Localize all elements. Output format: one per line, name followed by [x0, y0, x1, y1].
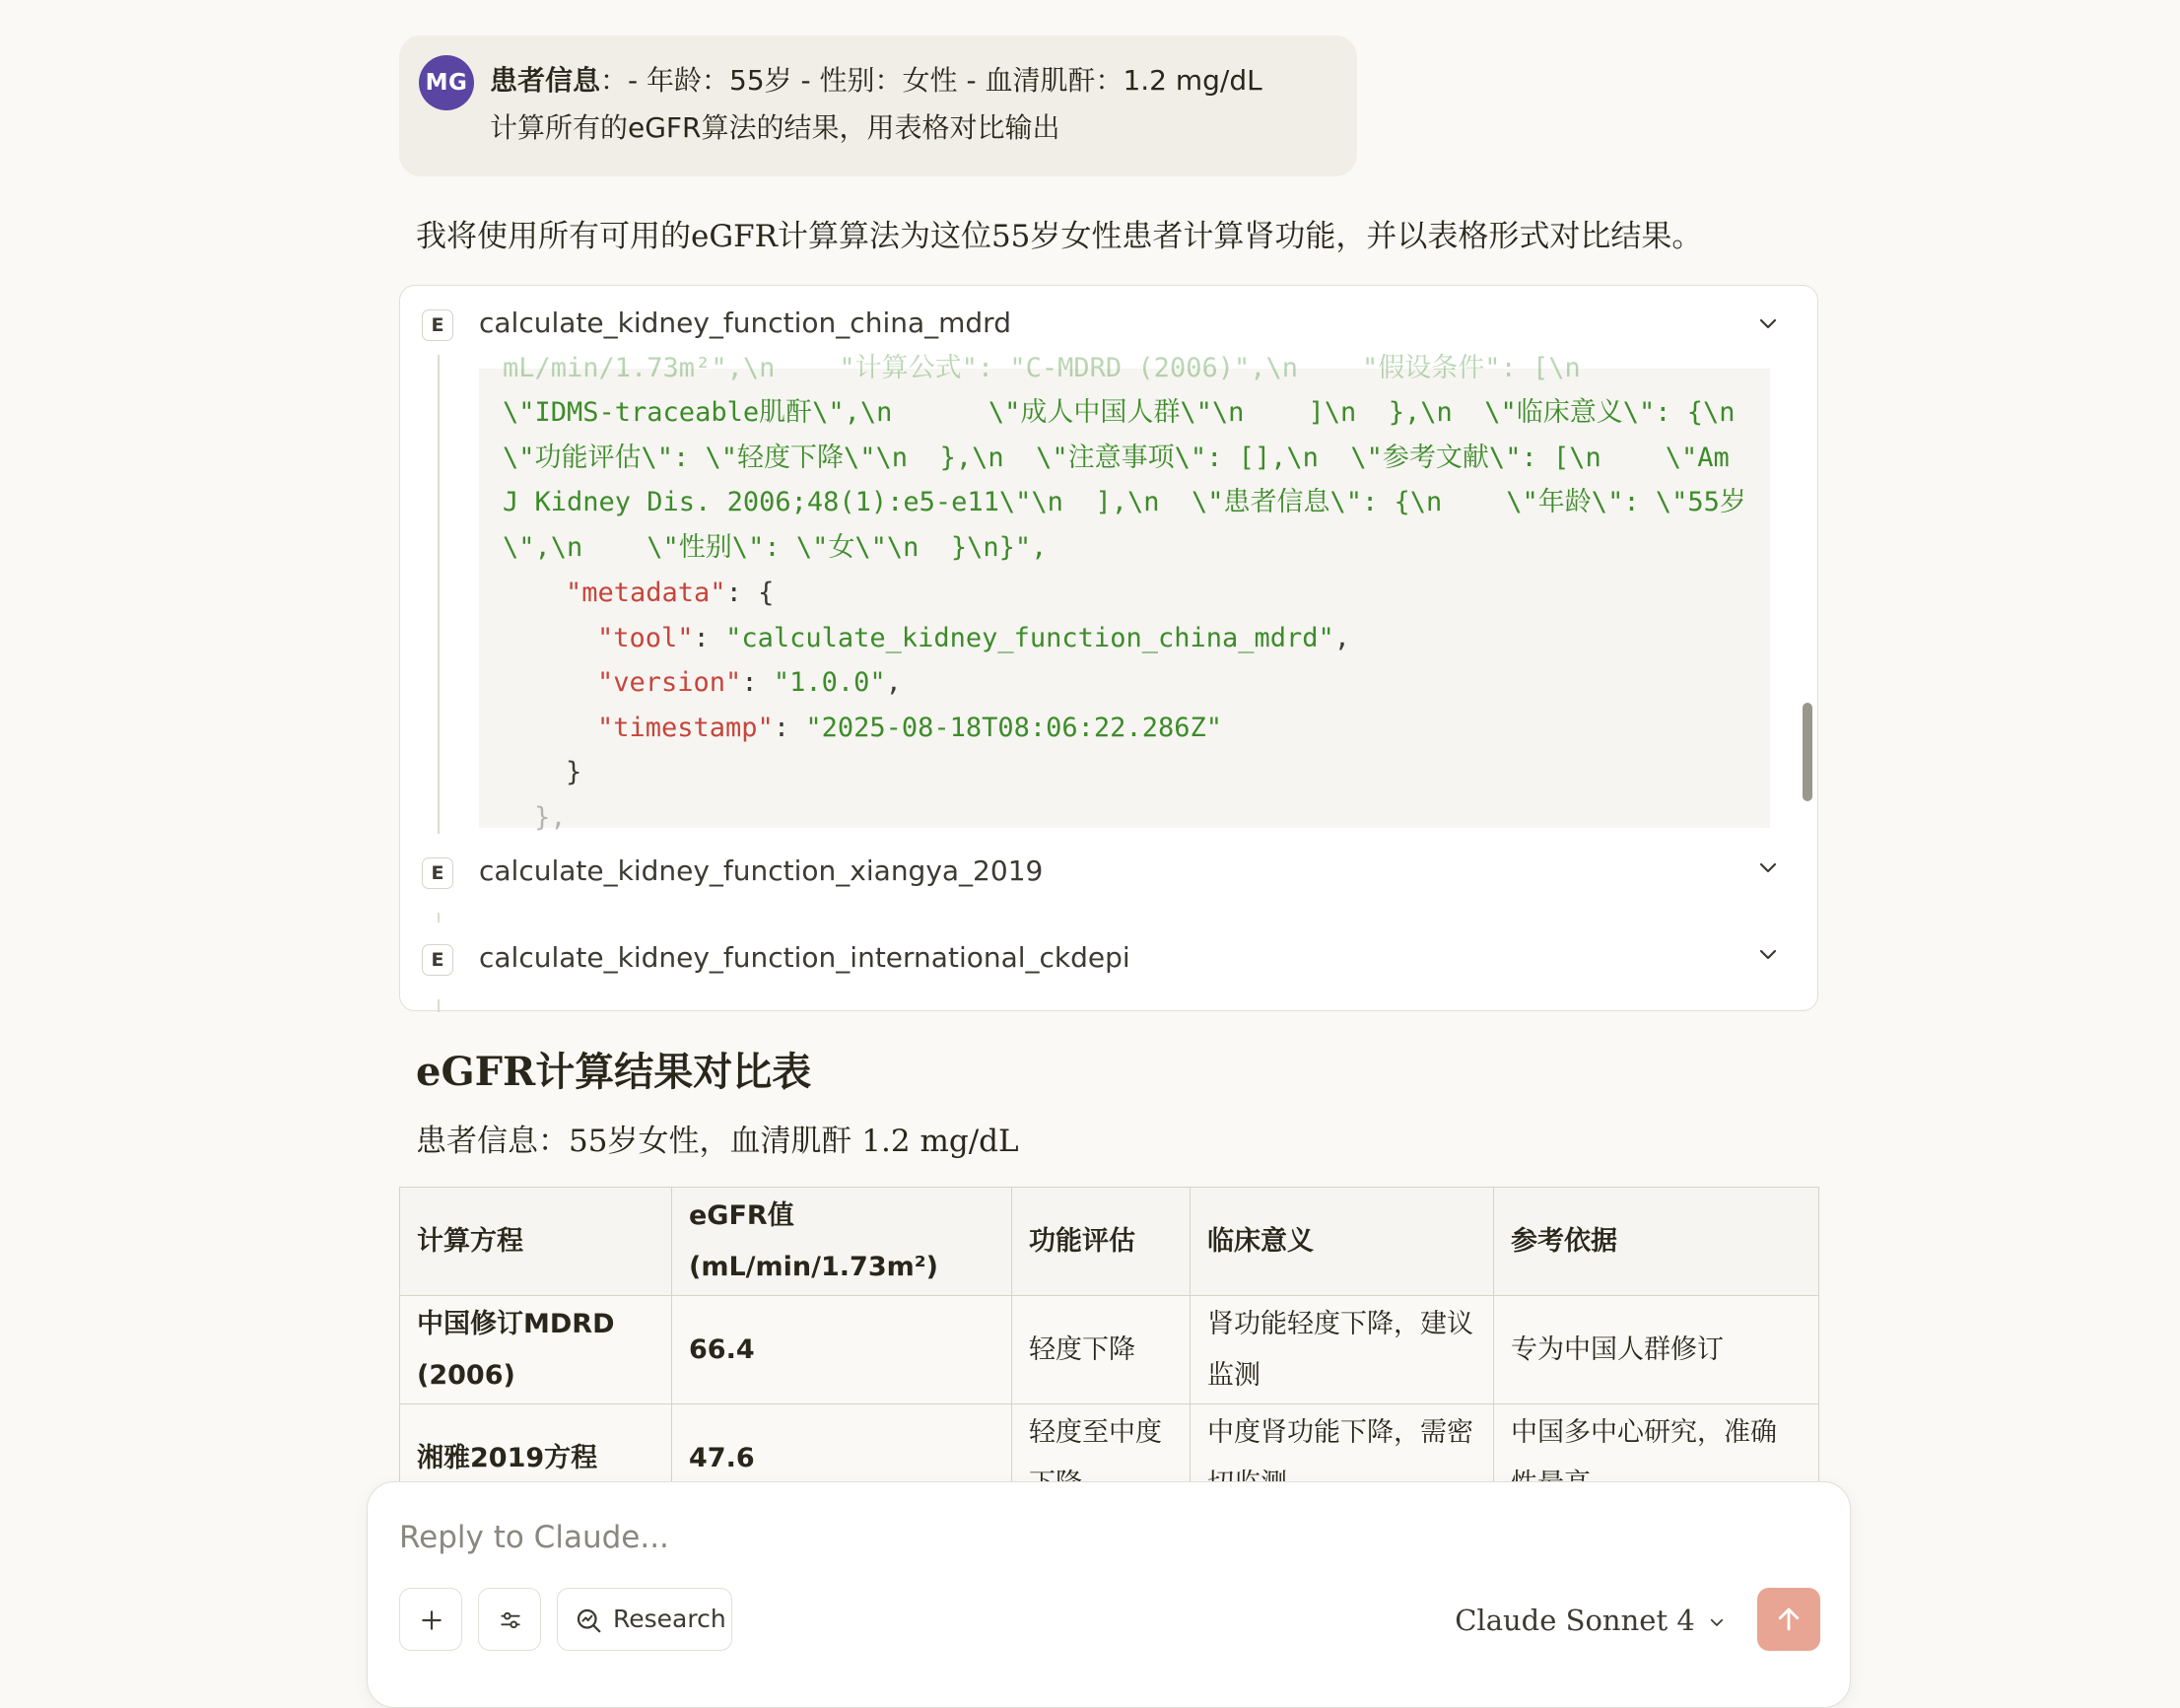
table-header-cell: 计算方程 [400, 1188, 672, 1296]
table-cell: 中国修订MDRD (2006) [400, 1296, 672, 1404]
code-line: "version": "1.0.0", [597, 667, 902, 698]
code-line: }, [534, 802, 567, 833]
tool-calls-panel [399, 285, 1818, 1011]
table-row [400, 1296, 1819, 1404]
tool-call-header-xiangya-2019[interactable] [400, 834, 1817, 905]
table-cell: 47.6 [672, 1404, 1012, 1513]
user-message-rest: ：- 年龄：55岁 - 性别：女性 - 血清肌酐：1.2 mg/dL [600, 64, 1262, 97]
code-line: \",\n \"性别\": \"女\"\n }\n}", [503, 532, 1048, 563]
tool-name: calculate_kidney_function_china_mdrd [479, 307, 1011, 339]
tool-timeline-line [438, 355, 440, 900]
tool-badge: E [422, 309, 453, 341]
egfr-comparison-table [399, 1187, 1819, 1513]
user-message-line-1 [490, 61, 1262, 101]
code-line: mL/min/1.73m²",\n "计算公式": "C-MDRD (2006)",\n "假设条件": [\n [503, 353, 1581, 383]
table-header-cell: 参考依据 [1494, 1188, 1819, 1296]
table-cell: 湘雅2019方程 [400, 1404, 672, 1513]
research-label: Research [613, 1605, 726, 1633]
code-line: \"IDMS-traceable肌酐\",\n \"成人中国人群\"\n ]\n },\n \"临床意义\": {\n [503, 397, 1736, 428]
plus-icon [419, 1607, 444, 1633]
arrow-up-icon [1774, 1605, 1804, 1634]
chevron-down-icon [1708, 1613, 1726, 1631]
table-cell: 专为中国人群修订 [1494, 1296, 1819, 1404]
tool-name: calculate_kidney_function_xiangya_2019 [479, 854, 1044, 887]
code-line: "timestamp": "2025-08-18T08:06:22.286Z" [597, 713, 1222, 743]
code-line: J Kidney Dis. 2006;48(1):e5-e11\"\n ],\n \"患者信息\": {\n \"年龄\": \"55岁 [503, 487, 1746, 517]
send-button[interactable] [1757, 1588, 1820, 1651]
add-button[interactable] [399, 1588, 462, 1651]
reply-input[interactable] [399, 1510, 1483, 1565]
section-heading: eGFR计算结果对比表 [416, 1049, 812, 1095]
code-line: "tool": "calculate_kidney_function_china_mdrd", [597, 623, 1351, 653]
tool-name: calculate_kidney_function_international_ckdepi [479, 941, 1130, 974]
table-header-cell: 临床意义 [1191, 1188, 1494, 1296]
table-header-cell: 功能评估 [1012, 1188, 1191, 1296]
table-cell: 中度肾功能下降，需密 [1191, 1404, 1494, 1513]
sliders-icon [498, 1607, 523, 1633]
model-selector[interactable] [1455, 1601, 1726, 1640]
code-line: \"功能评估\": \"轻度下降\"\n },\n \"注意事项\": [],\n \"参考文献\": [\n \"Am [503, 443, 1730, 473]
research-button[interactable] [557, 1588, 732, 1651]
user-message-bold: 患者信息 [490, 64, 601, 97]
tool-badge: E [422, 944, 453, 976]
table-cell: 中国多中心研究，准确 [1494, 1404, 1819, 1513]
code-line: "metadata": { [566, 578, 775, 608]
tool-badge: E [422, 857, 453, 889]
tool-timeline-line [438, 999, 440, 1012]
table-cell: 轻度至中度 [1012, 1404, 1191, 1513]
tool-call-header-china-mdrd[interactable] [400, 286, 1817, 355]
table-cell: 66.4 [672, 1296, 1012, 1404]
chevron-down-icon[interactable] [1756, 942, 1780, 966]
tool-call-header-international-ckdepi[interactable] [400, 922, 1817, 993]
user-message-line-2: 计算所有的eGFR算法的结果，用表格对比输出 [490, 111, 1060, 144]
research-icon [574, 1606, 603, 1635]
user-avatar: MG [419, 55, 474, 110]
patient-summary: 患者信息：55岁女性，血清肌酐 1.2 mg/dL [416, 1124, 1019, 1159]
reply-composer [367, 1481, 1851, 1708]
model-label: Claude Sonnet 4 [1455, 1604, 1695, 1637]
table-header-cell: eGFR值 (mL/min/1.73m²) [672, 1188, 1012, 1296]
code-scrollbar[interactable] [1803, 703, 1812, 801]
chevron-down-icon[interactable] [1756, 311, 1780, 335]
tools-settings-button[interactable] [478, 1588, 541, 1651]
code-line: } [566, 757, 582, 787]
table-header-row [400, 1188, 1819, 1296]
tool-result-code [479, 353, 1770, 833]
assistant-intro-text: 我将使用所有可用的eGFR计算算法为这位55岁女性患者计算肾功能，并以表格形式对比结果。 [416, 219, 1703, 254]
table-cell: 轻度下降 [1012, 1296, 1191, 1404]
table-cell: 肾功能轻度下降，建议监测 [1191, 1296, 1494, 1404]
user-message [399, 35, 1357, 176]
chevron-down-icon[interactable] [1756, 855, 1780, 879]
